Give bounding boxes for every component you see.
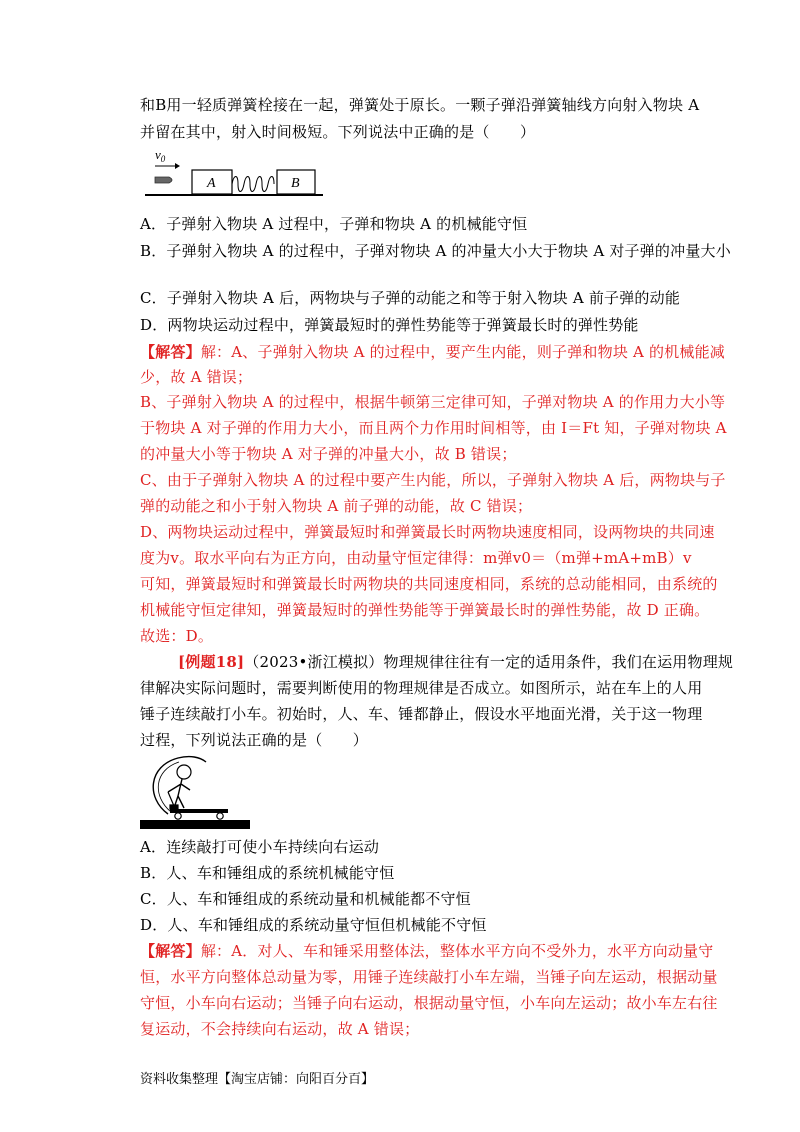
example-tag: [例题18] xyxy=(178,653,245,671)
q17-answer-line-12: 故选：D。 xyxy=(140,627,214,645)
q17-option-b: B．子弹射入物块 A 的过程中，子弹对物块 A 的冲量大小大于物块 A 对子弹的冲量大小 xyxy=(140,242,731,260)
q18-stem-line-3: 锤子连续敲打小车。初始时，人、车、锤都静止，假设水平地面光滑，关于这一物理 xyxy=(140,705,703,723)
cart-wheel-left xyxy=(175,813,181,819)
q17-answer-line-9: 度为v。取水平向右为正方向，由动量守恒定律得：m弹v0＝（m弹+mA+mB）v xyxy=(140,549,692,567)
q18-option-a: A．连续敲打可使小车持续向右运动 xyxy=(140,838,380,856)
block-a-label: A xyxy=(207,176,216,191)
answer-tag: 【解答】 xyxy=(140,343,201,361)
person-head xyxy=(177,765,191,779)
q17-answer-line-2: 少，故 A 错误； xyxy=(140,368,253,386)
q17-answer-line-3: B、子弹射入物块 A 的过程中，根据牛顿第三定律可知，子弹对物块 A 的作用力大小等 xyxy=(140,393,726,411)
velocity-arrowhead xyxy=(175,163,180,169)
q18-option-d: D．人、车和锤组成的系统动量守恒但机械能不守恒 xyxy=(140,916,487,934)
q17-answer-line-8: D、两物块运动过程中，弹簧最短时和弹簧最长时两物块速度相同，设两物块的共同速 xyxy=(140,523,715,541)
q18-option-b: B．人、车和锤组成的系统机械能守恒 xyxy=(140,864,395,882)
q18-answer-line-1: 【解答】解：A．对人、车和锤采用整体法，整体水平方向不受外力，水平方向动量守 xyxy=(140,942,714,960)
q17-figure xyxy=(145,146,325,200)
q18-stem-line-2: 律解决实际问题时，需要判断使用的物理规律是否成立。如图所示，站在车上的人用 xyxy=(140,679,703,697)
q18-answer-line-2: 恒，水平方向整体总动量为零，用锤子连续敲打小车左端，当锤子向左运动，根据动量 xyxy=(140,968,718,986)
answer-tag: 【解答】 xyxy=(140,942,201,960)
page-footer: 资料收集整理【淘宝店铺：向阳百分百】 xyxy=(140,1072,375,1087)
q17-answer-line-7: 弹的动能之和小于射入物块 A 前子弹的动能，故 C 错误； xyxy=(140,497,533,515)
q17-answer-line-4: 于物块 A 对子弹的作用力大小，而且两个力作用时间相等，由 I＝Ft 知，子弹对物块 A xyxy=(140,419,727,437)
q18-stem-line-4: 过程，下列说法正确的是（ ） xyxy=(140,731,369,749)
q18-figure xyxy=(138,748,252,830)
q17-answer-line-1: 【解答】解：A、子弹射入物块 A 的过程中，要产生内能，则子弹和物块 A 的机械能减 xyxy=(140,343,725,361)
q17-answer-line-10: 可知，弹簧最短时和弹簧最长时两物块的共同速度相同，系统的总动能相同，由系统的 xyxy=(140,575,718,593)
spring-icon xyxy=(232,177,274,192)
ground-block xyxy=(140,820,250,829)
q17-option-d: D．两物块运动过程中，弹簧最短时的弹性势能等于弹簧最长时的弹性势能 xyxy=(140,316,639,334)
q17-stem-line-1: 和B用一轻质弹簧栓接在一起，弹簧处于原长。一颗子弹沿弹簧轴线方向射入物块 A xyxy=(140,96,700,114)
q17-answer-line-5: 的冲量大小等于物块 A 对子弹的冲量大小，故 B 错误； xyxy=(140,445,517,463)
bullet-icon xyxy=(155,177,172,183)
q18-option-c: C．人、车和锤组成的系统动量和机械能都不守恒 xyxy=(140,890,471,908)
q17-answer-line-6: C、由于子弹射入物块 A 的过程中要产生内能，所以，子弹射入物块 A 后，两物块与子 xyxy=(140,471,726,489)
person-body xyxy=(168,779,190,808)
block-b-label: B xyxy=(291,176,300,191)
q17-answer-line-11: 机械能守恒定律知，弹簧最短时的弹性势能等于弹簧最长时的弹性势能，故 D 正确。 xyxy=(140,601,710,619)
q17-option-c: C．子弹射入物块 A 后，两物块与子弹的动能之和等于射入物块 A 前子弹的动能 xyxy=(140,289,681,307)
cart-wheel-right xyxy=(217,813,223,819)
q17-option-a: A．子弹射入物块 A 过程中，子弹和物块 A 的机械能守恒 xyxy=(140,215,528,233)
q18-stem-line-1: [例题18]（2023•浙江模拟）物理规律往往有一定的适用条件，我们在运用物理规 xyxy=(178,653,734,671)
velocity-label: $v_0$ xyxy=(155,147,166,164)
q18-answer-line-4: 复运动，不会持续向右运动，故 A 错误； xyxy=(140,1020,420,1038)
q17-stem-line-2: 并留在其中，射入时间极短。下列说法中正确的是（ ） xyxy=(140,123,536,141)
q18-answer-line-3: 守恒，小车向右运动；当锤子向右运动，根据动量守恒，小车向左运动；故小车左右往 xyxy=(140,994,718,1012)
